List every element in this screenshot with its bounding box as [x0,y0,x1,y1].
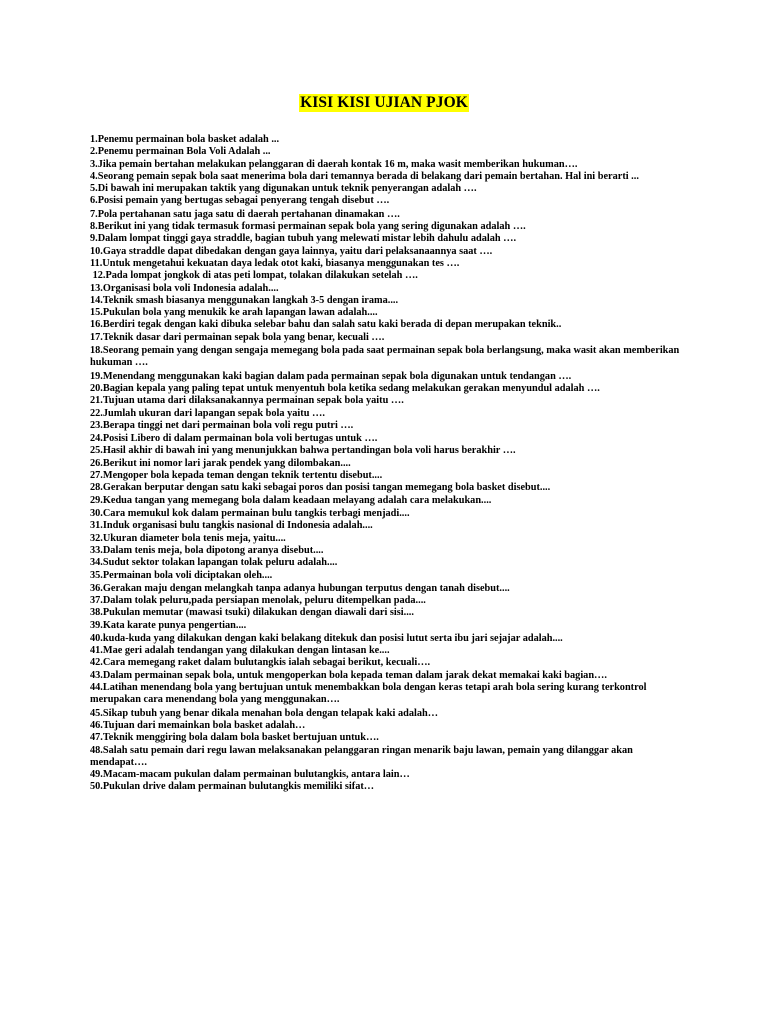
document-title: KISI KISI UJIAN PJOK [300,94,468,111]
question-item: 30.Cara memukul kok dalam permainan bulu tangkis terbagi menjadi.... [90,507,410,519]
question-item: 19.Menendang menggunakan kaki bagian dalam pada permainan sepak bola digunakan untuk tendangan …. [90,370,572,382]
question-item: 39.Kata karate punya pengertian.... [90,619,247,631]
question-item: 46.Tujuan dari memainkan bola basket adalah… [90,719,306,731]
question-item: 26.Berikut ini nomor lari jarak pendek yang dilombakan.... [90,457,351,469]
question-item: 36.Gerakan maju dengan melangkah tanpa adanya hubungan terputus dengan tanah disebut.... [90,582,510,594]
question-item: 25.Hasil akhir di bawah ini yang menunjukkan bahwa pertandingan bola voli harus berakhir …. [90,445,516,457]
question-item: 24.Posisi Libero di dalam permainan bola voli bertugas untuk …. [90,433,378,445]
question-list [90,134,690,794]
question-item: 34.Sudut sektor tolakan lapangan tolak peluru adalah.... [90,557,338,569]
question-item: 13.Organisasi bola voli Indonesia adalah.... [90,282,279,294]
question-item: 41.Mae geri adalah tendangan yang dilakukan dengan lintasan ke.... [90,645,390,657]
question-item: 28.Gerakan berputar dengan satu kaki sebagai poros dan posisi tangan memegang bola basket disebut.... [90,482,551,494]
question-item: 1.Penemu permainan bola basket adalah ... [90,134,280,145]
question-item: 49.Macam-macam pukulan dalam permainan bulutangkis, antara lain… [90,769,410,781]
question-item: 4.Seorang pemain sepak bola saat menerima bola dari temannya berada di belakang dari pemain bertahan. Hal ini berarti ... [90,170,639,182]
question-item: 31.Induk organisasi bulu tangkis nasional di Indonesia adalah.... [90,520,373,532]
question-item: 47.Teknik menggiring bola dalam bola basket bertujuan untuk…. [90,732,379,744]
question-item: 48.Salah satu pemain dari regu lawan melaksanakan pelanggaran ringan menarik baju lawan, pemain yang dilanggar akan mendapat…. [90,744,633,768]
question-item: 2.Penemu permainan Bola Voli Adalah ... [90,146,271,158]
question-item: 45.Sikap tubuh yang benar dikala menahan bola dengan telapak kaki adalah… [90,707,439,719]
question-item: 18.Seorang pemain yang dengan sengaja memegang bola pada saat permainan sepak bola berlangsung, maka wasit akan memberikan hukuman …. [90,345,680,369]
question-item: 11.Untuk mengetahui kekuatan daya ledak otot kaki, biasanya menggunakan tes …. [90,257,460,269]
question-item: 32.Ukuran diameter bola tenis meja, yaitu.... [90,532,286,544]
question-item: 14.Teknik smash biasanya menggunakan langkah 3-5 dengan irama.... [90,294,399,306]
question-item: 5.Di bawah ini merupakan taktik yang digunakan untuk teknik penyerangan adalah …. [90,183,477,195]
question-item: 29.Kedua tangan yang memegang bola dalam keadaan melayang adalah cara melakukan.... [90,494,492,506]
question-item: 44.Latihan menendang bola yang bertujuan untuk menembakkan bola dengan keras tetapi arah bola sering kurang terkontrol merupakan cara menendang bola yang menggunakan…. [90,682,647,706]
question-item: 3.Jika pemain bertahan melakukan pelanggaran di daerah kontak 16 m, maka wasit memberikan hukuman…. [90,158,578,170]
question-item: 43.Dalam permainan sepak bola, untuk mengoperkan bola kepada teman dalam jarak dekat memakai kaki bagian…. [90,669,607,681]
question-item: 10.Gaya straddle dapat dibedakan dengan gaya lainnya, yaitu dari pelaksanaannya saat …. [90,245,493,257]
question-item: 20.Bagian kepala yang paling tepat untuk menyentuh bola ketika sedang melakukan gerakan menyundul adalah …. [90,382,600,394]
question-item: 22.Jumlah ukuran dari lapangan sepak bola yaitu …. [90,407,325,419]
question-item: 6.Posisi pemain yang bertugas sebagai penyerang tengah disebut …. [90,195,390,207]
question-item: 42.Cara memegang raket dalam bulutangkis ialah sebagai berikut, kecuali…. [90,657,431,669]
question-item: 23.Berapa tinggi net dari permainan bola voli regu putri …. [90,419,354,431]
question-item: 37.Dalam tolak peluru,pada persiapan menolak, peluru ditempelkan pada.... [90,594,426,606]
question-item: 21.Tujuan utama dari dilaksanakannya permainan sepak bola yaitu …. [90,395,404,407]
title-container [0,94,768,112]
question-item: 9.Dalam lompat tinggi gaya straddle, bagian tubuh yang melewati mistar lebih dahulu adalah …. [90,233,517,245]
question-item: 7.Pola pertahanan satu jaga satu di daerah pertahanan dinamakan …. [90,208,400,220]
question-item: 16.Berdiri tegak dengan kaki dibuka selebar bahu dan salah satu kaki berada di depan merupakan teknik.. [90,319,562,331]
question-item: 38.Pukulan memutar (mawasi tsuki) dilakukan dengan diawali dari sisi.... [90,607,414,619]
question-item: 12.Pada lompat jongkok di atas peti lompat, tolakan dilakukan setelah …. [90,270,418,282]
question-item: 35.Permainan bola voli diciptakan oleh.... [90,570,273,582]
question-item: 33.Dalam tenis meja, bola dipotong aranya disebut.... [90,544,324,556]
question-item: 27.Mengoper bola kepada teman dengan teknik tertentu disebut.... [90,470,383,482]
question-item: 40.kuda-kuda yang dilakukan dengan kaki belakang ditekuk dan posisi lutut serta ibu jari sejajar adalah.... [90,632,563,644]
question-item: 8.Berikut ini yang tidak termasuk formasi permainan sepak bola yang sering digunakan adalah …. [90,221,526,233]
question-item: 50.Pukulan drive dalam permainan bulutangkis memiliki sifat… [90,781,375,793]
question-item: 17.Teknik dasar dari permainan sepak bola yang benar, kecuali …. [90,331,385,343]
question-item: 15.Pukulan bola yang menukik ke arah lapangan lawan adalah.... [90,307,378,319]
